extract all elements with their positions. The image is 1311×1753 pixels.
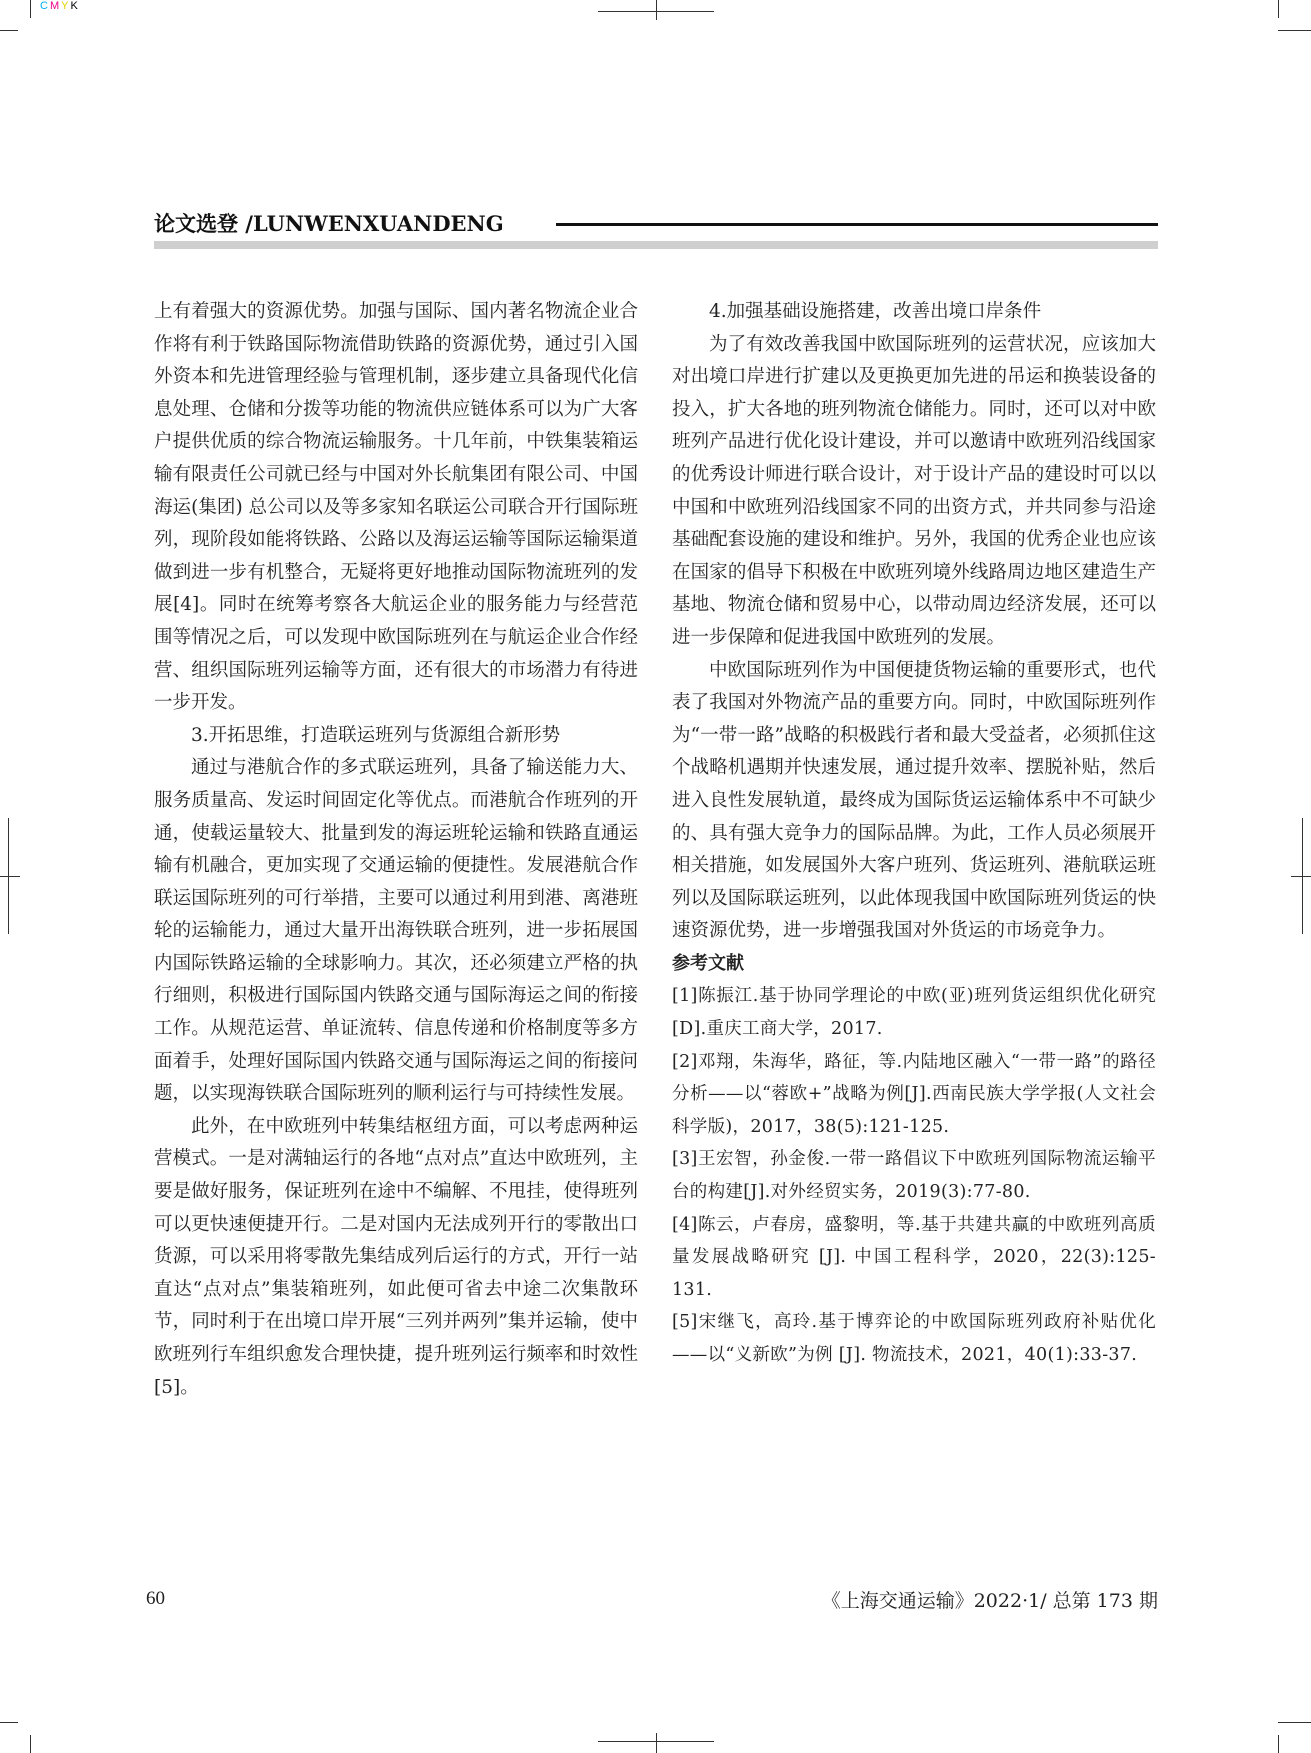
paragraph: 中欧国际班列作为中国便捷货物运输的重要形式，也代表了我国对外物流产品的重要方向。同时，中欧国际班列作为“一带一路”战略的积极践行者和最大受益者，必须抓住这个战略机遇期并快速发展，通过提升效率、摆脱补贴，然后进入良性发展轨道，最终成为国际货运运输体系中不可缺少的、具有强大竞争力的国际品牌。为此，工作人员必须展开相关措施，如发展国外大客户班列、货运班列、港航联运班列以及国际联运班列，以此体现我国中欧国际班列货运的快速资源优势，进一步增强我国对外货运的市场竞争力。 [672, 659, 1156, 942]
cmyk-m: M [49, 0, 62, 12]
header-rule [556, 223, 1158, 226]
crop-mark [0, 1722, 18, 1723]
registration-mark-left [0, 818, 20, 934]
section-header [154, 208, 1158, 248]
journal-issue: 《上海交通运输》2022·1/ 总第 173 期 [821, 1590, 1158, 1612]
paragraph: 为了有效改善我国中欧国际班列的运营状况，应该加大对出境口岸进行扩建以及更换更加先进的吊运和换装设备的投入，扩大各地的班列物流仓储能力。同时，还可以对中欧班列产品进行优化设计建设，并可以邀请中欧班列沿线国家的优秀设计师进行联合设计，对于设计产品的建设时可以以中国和中欧班列沿线国家不同的出资方式，并共同参与沿途基础配套设施的建设和维护。另外，我国的优秀企业也应该在国家的倡导下积极在中欧班列境外线路周边地区建造生产基地、物流仓储和贸易中心，以带动周边经济发展，还可以进一步保障和促进我国中欧班列的发展。 [672, 333, 1156, 648]
crop-mark [0, 30, 18, 31]
crop-mark [1278, 1722, 1311, 1723]
reference-item: [5]宋继飞，高玲.基于博弈论的中欧国际班列政府补贴优化——以“义新欧”为例 [J]. 物流技术，2021，40(1):33-37. [672, 1312, 1156, 1365]
crop-mark [30, 0, 31, 18]
section-title: 论文选登 /LUNWENXUANDENG [154, 211, 504, 236]
paragraph: 通过与港航合作的多式联运班列，具备了输送能力大、服务质量高、发运时间固定化等优点。而港航合作班列的开通，使载运量较大、批量到发的海运班轮运输和铁路直通运输有机融合，更加实现了交通运输的便捷性。发展港航合作联运国际班列的可行举措，主要可以通过利用到港、离港班轮的运输能力，通过大量开出海铁联合班列，进一步拓展国内国际铁路运输的全球影响力。其次，还必须建立严格的执行细则，积极进行国际国内铁路交通与国际海运之间的衔接工作。从规范运营、单证流转、信息传递和价格制度等多方面着手，处理好国际国内铁路交通与国际海运之间的衔接问题，以实现海铁联合国际班列的顺利运行与可持续性发展。 [154, 757, 638, 1105]
reference-item: [4]陈云，卢春房，盛黎明，等.基于共建共赢的中欧班列高质量发展战略研究 [J]. 中国工程科学，2020，22(3):125-131. [672, 1214, 1156, 1300]
paragraph-continued: 上有着强大的资源优势。加强与国际、国内著名物流企业合作将有利于铁路国际物流借助铁路的资源优势，通过引入国外资本和先进管理经验与管理机制，逐步建立具备现代化信息处理、仓储和分拨等功能的物流供应链体系可以为广大客户提供优质的综合物流运输服务。十几年前，中铁集装箱运输有限责任公司就已经与中国对外长航集团有限公司、中国海运(集团) 总公司以及等多家知名联运公司联合开行国际班列，现阶段如能将铁路、公路以及海运运输等国际运输渠道做到进一步有机整合，无疑将更好地推动国际物流班列的发展[4]。同时在统筹考察各大航运企业的服务能力与经营范围等情况之后，可以发现中欧国际班列在与航运企业合作经营、组织国际班列运输等方面，还有很大的市场潜力有待进一步开发。 [154, 301, 638, 714]
reference-item: [1]陈振江.基于协同学理论的中欧(亚)班列货运组织优化研究[D].重庆工商大学，2017. [672, 986, 1156, 1040]
subheading: 4.加强基础设施搭建，改善出境口岸条件 [709, 301, 1042, 322]
cmyk-c: C [40, 0, 50, 12]
crop-mark [30, 1735, 31, 1753]
registration-mark-right [1291, 818, 1311, 934]
references-heading: 参考文献 [672, 952, 744, 974]
registration-mark-top [598, 0, 714, 20]
crop-mark [1278, 0, 1279, 18]
paragraph: 此外，在中欧班列中转集结枢纽方面，可以考虑两种运营模式。一是对满轴运行的各地“点对点”直达中欧班列，主要是做好服务，保证班列在途中不编解、不甩挂，使得班列可以更快速便捷开行。二是对国内无法成列开行的零散出口货源，可以采用将零散先集结成列后运行的方式，开行一站直达“点对点”集装箱班列，如此便可省去中途二次集散环节，同时利于在出境口岸开展“三列并两列”集并运输，使中欧班列行车组织愈发合理快捷，提升班列运行频率和时效性[5]。 [154, 1115, 638, 1398]
registration-mark-bottom [598, 1733, 714, 1753]
crop-mark [1278, 30, 1311, 31]
cmyk-k: K [70, 0, 80, 12]
left-column [154, 296, 638, 1404]
header-gray-band [154, 241, 1158, 249]
cmyk-color-bar [40, 0, 80, 12]
reference-item: [3]王宏智，孙金俊.一带一路倡议下中欧班列国际物流运输平台的构建[J].对外经贸实务，2019(3):77-80. [672, 1149, 1156, 1203]
cmyk-y: Y [61, 0, 71, 12]
subheading: 3.开拓思维，打造联运班列与货源组合新形势 [191, 724, 561, 746]
crop-mark [1278, 1735, 1279, 1753]
page-number: 60 [146, 1588, 165, 1609]
reference-item: [2]邓翔，朱海华，路征，等.内陆地区融入“一带一路”的路径分析——以“蓉欧+”战略为例[J].西南民族大学学报(人文社会科学版)，2017，38(5):121-125. [672, 1051, 1156, 1137]
right-column [672, 296, 1156, 1372]
